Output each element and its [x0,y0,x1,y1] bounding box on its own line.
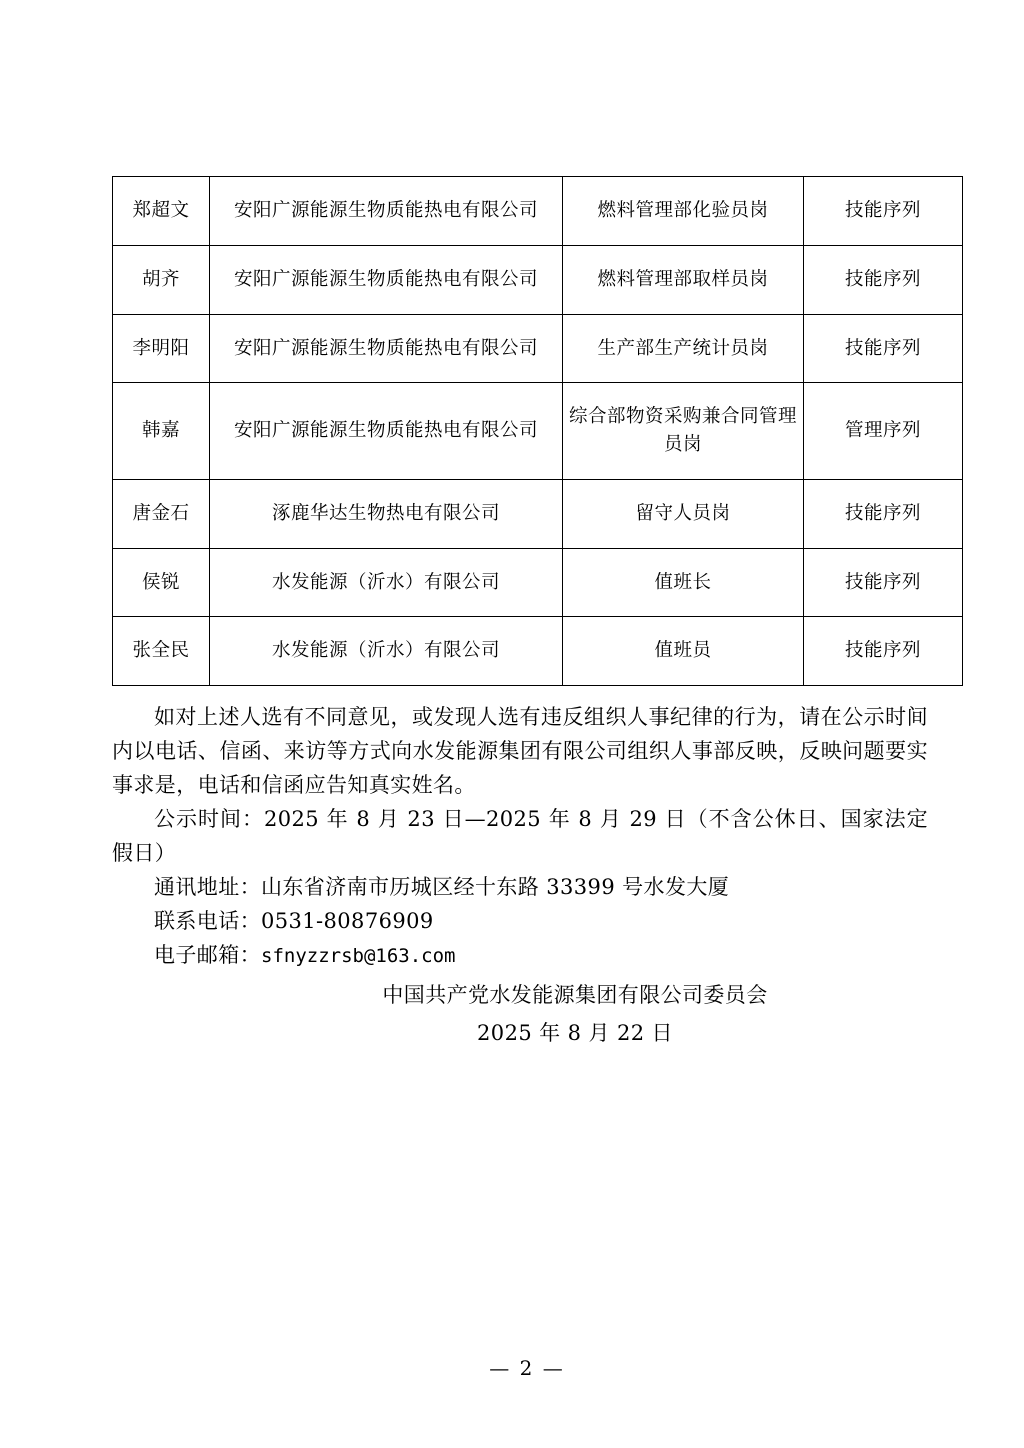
cell-name: 张全民 [113,617,210,686]
publicity-period-paragraph: 公示时间：2025 年 8 月 23 日—2025 年 8 月 29 日（不含公休日、国家法定假日） [112,807,928,866]
cell-post: 综合部物资采购兼合同管理员岗 [563,383,804,480]
cell-organization: 水发能源（沂水）有限公司 [210,617,563,686]
cell-post: 值班员 [563,617,804,686]
feedback-paragraph: 如对上述人选有不同意见，或发现人选有违反组织人事纪律的行为，请在公示时间内以电话、信函、来访等方式向水发能源集团有限公司组织人事部反映，反映问题要实事求是，电话和信函应告知真实姓名。 [112,705,928,798]
cell-name: 李明阳 [113,314,210,383]
cell-sequence: 管理序列 [804,383,963,480]
email-line [112,938,928,972]
table-row [113,548,963,617]
cell-post: 燃料管理部化验员岗 [563,177,804,246]
signature-organization: 中国共产党水发能源集团有限公司委员会 [382,983,768,1008]
cell-sequence: 技能序列 [804,617,963,686]
table-row [113,177,963,246]
signature-block [112,978,928,1050]
cell-name: 侯锐 [113,548,210,617]
cell-organization: 安阳广源能源生物质能热电有限公司 [210,383,563,480]
page-number: — 2 — [489,1356,565,1380]
cell-sequence: 技能序列 [804,245,963,314]
cell-sequence: 技能序列 [804,177,963,246]
cell-sequence: 技能序列 [804,479,963,548]
cell-organization: 涿鹿华达生物热电有限公司 [210,479,563,548]
cell-name: 韩嘉 [113,383,210,480]
table-row [113,479,963,548]
email-value: sfnyzzrsb@163.com [261,945,456,968]
table-row [113,245,963,314]
cell-organization: 安阳广源能源生物质能热电有限公司 [210,245,563,314]
mailing-address-line: 通讯地址：山东省济南市历城区经十东路 33399 号水发大厦 [154,875,730,900]
email-label: 电子邮箱： [154,943,261,968]
cell-post: 留守人员岗 [563,479,804,548]
table-body [113,177,963,686]
cell-organization: 水发能源（沂水）有限公司 [210,548,563,617]
cell-post: 生产部生产统计员岗 [563,314,804,383]
table-row [113,383,963,480]
cell-name: 唐金石 [113,479,210,548]
signature-date: 2025 年 8 月 22 日 [477,1021,673,1046]
document-content [112,176,928,1050]
cell-organization: 安阳广源能源生物质能热电有限公司 [210,177,563,246]
cell-sequence: 技能序列 [804,314,963,383]
cell-sequence: 技能序列 [804,548,963,617]
cell-name: 郑超文 [113,177,210,246]
cell-post: 值班长 [563,548,804,617]
candidates-table [112,176,963,686]
contact-phone-line: 联系电话：0531-80876909 [154,909,434,934]
cell-post: 燃料管理部取样员岗 [563,245,804,314]
table-row [113,617,963,686]
cell-name: 胡齐 [113,245,210,314]
table-row [113,314,963,383]
cell-organization: 安阳广源能源生物质能热电有限公司 [210,314,563,383]
